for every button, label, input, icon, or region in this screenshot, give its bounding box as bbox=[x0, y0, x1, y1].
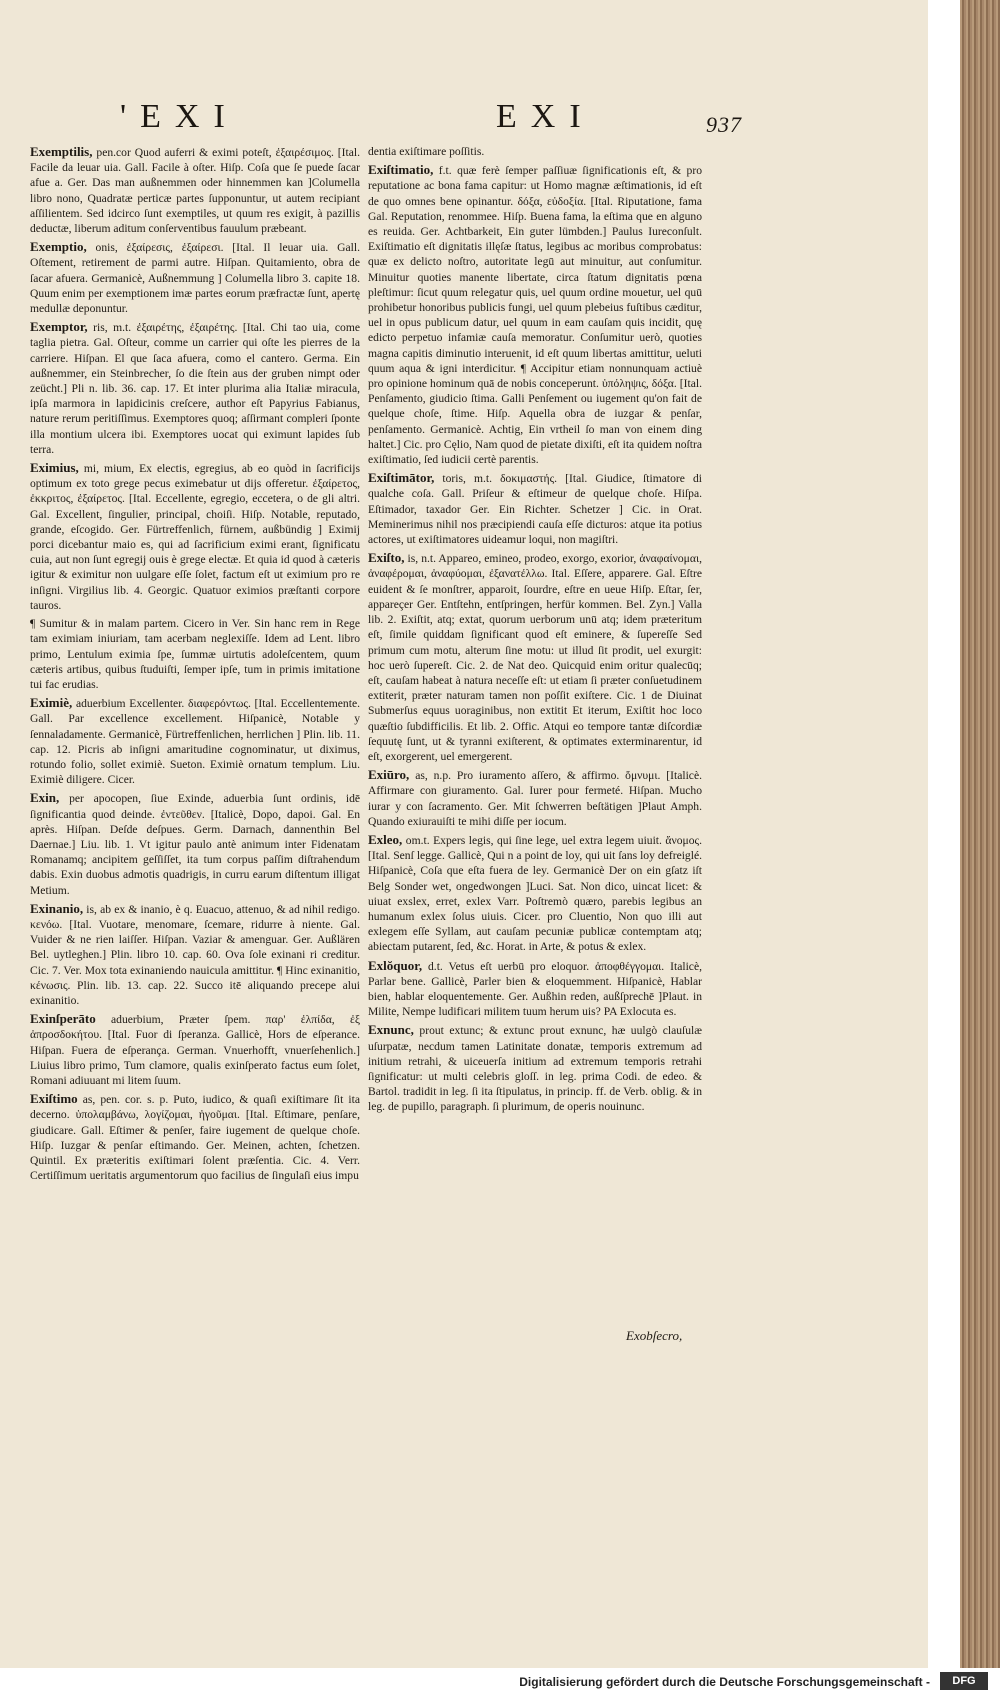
book-edge bbox=[960, 0, 1000, 1668]
dictionary-entry bbox=[30, 790, 360, 897]
entry-headword: Exemptio, bbox=[30, 239, 87, 255]
page-number: 937 bbox=[706, 112, 742, 137]
entry-headword: Exnunc, bbox=[368, 1022, 414, 1038]
dictionary-entry bbox=[368, 470, 702, 547]
entry-headword: Exlŏquor, bbox=[368, 957, 423, 973]
entry-headword: Exiſtimatio, bbox=[368, 162, 434, 178]
dictionary-entry bbox=[30, 1011, 360, 1088]
entry-text: as, pen. cor. s. p. Puto, iudico, & quaſi exiſtimare ſit ita decerno. ὑπολαμβάνω, λογίζομαι, ἡγοῦμαι. [Ital. Eſtimare, penſare, giudicare. Gall. Eſtimer & penſer, faire iugement de quelque choſe. Hiſp. Iuzgar & penſar eſtimando. Ger. Meinen, achten, ſchetzen. Quintil. Ex præteritis exiſtimari ſolent præſentia. Cic. 4. Verr. Certiſſimum ueritatis argumentorum quo facilius de ſingulaſi eius impu bbox=[30, 1093, 360, 1183]
dictionary-entry bbox=[30, 1091, 360, 1183]
entry-headword: Exemptilis, bbox=[30, 144, 93, 159]
entry-headword: Exin, bbox=[30, 790, 60, 806]
entry-text: as, n.p. Pro iuramento aſſero, & affirmo. ὄμνυμι. [Italicè. Affirmare con giuramento. Gal. Iurer pour fermeté. Hiſpan. Mucho iurar y con ſacramento. Ger. Mit ſchwerren beſtätigen ]Plaut Amph. Quando exiurauiſti te mihi diſſe per iocum. bbox=[368, 769, 702, 828]
dictionary-entry bbox=[30, 239, 360, 316]
dictionary-entry bbox=[30, 616, 360, 692]
running-header bbox=[0, 98, 928, 138]
dictionary-entry bbox=[30, 319, 360, 457]
entry-text: is, ab ex & inanio, è q. Euacuo, attenuo, & ad nihil redigo. κενόω. [Ital. Vuotare, menomare, ſcemare, ridurre à niente. Gal. Vuider & ne rien laiſſer. Hiſpan. Vaziar & amenguar. Ger. Außlären Bel. uytleghen.] Plin. libro 10. cap. 60. Ova ſole exinani ri creditur. Cic. 7. Ver. Mox tota exinaniendo nauicula amittitur. ¶ Hinc exinanitio, κένωσις. Plin. lib. 13. cap. 22. Succo itē aliquando precepe alui exinanitio. bbox=[30, 902, 360, 1007]
dictionary-entry bbox=[368, 144, 702, 159]
entry-headword: Exiſtimo bbox=[30, 1091, 78, 1107]
right-text-column bbox=[368, 144, 702, 1118]
entry-text: onis, ἐξαίρεσις, ἐξαίρεσι. [Ital. Il leuar uia. Gall. Oſtement, retirement de parmi autre. Hiſpan. Quitamiento, obra de ſacar afuera. Germanicè, Außnemmung ] Columella libro 3. capite 18. Quum enim per exemptionem imæ partes eorum præfractæ ſunt, apertę medullæ deponuntur. bbox=[30, 241, 360, 316]
entry-text: d.t. Vetus eſt uerbū pro eloquor. ἀποφθέγγομαι. Italicè, Parlar bene. Gallicè, Parler bien & eloquemment. Hiſpanicè, Hablar bien, hablar eloquentemente. Ger. Außhin reden, außſprechē ]Plaut. in Milite, Nempe ludificari militem tuum herum uis? PA Exlocuta es. bbox=[368, 959, 702, 1019]
entry-text: f.t. quæ ferè ſemper paſſiuæ ſignificationis eſt, & pro reputatione ac bona fama capitur: ut Homo magnæ æſtimationis, id eſt de quo omnes bene opinantur. δόξα, εὐδοξία. [Ital. Riputatione, fama Gal. Reputation, renommee. Hiſp. Buena fama, la eſtima que en alguno es reuida. Ger. Achtbarkeit, Ein guter lümbden.] Paulus Iureconſult. Exiſtimatio eſt dignitatis illęſæ ſtatus, legibus ac moribus comprobatus: quæ ex delicto noſtro, autoritate legū aut minuitur, aut conſumitur. Minuitur quoties manente libertate, circa ſtatum dignitatis pœna pleſtimur: ſicut quum relegatur quis, uel quum ordine mouetur, uel quū prohibetur honoribus publicis fungi, uel quum plebeius fuſtibus cæditur, uel in opus publicum datur, uel quum in eam cauſam quis incidit, quę edicto perpetuo infamiæ cauſa memoratur. Conſumitur uerò, quoties magna capitis diminutio interuenit, id eſt quum libertas amittitur, ueluti quum aqua & igni interdicitur. ¶ Accipitur etiam nonnunquam actiuè pro opinione hominum quā de nobis conceperunt. ὑπόληψις, δόξα. [Ital. Penſamento, giudicio ſtima. Galli Penſement ou iugement qu'on fait de quelque choſe, ſtime. Hiſp. Aquella obra de iuzgar & penſar, penſamento. Germanicè. Achtig, Ein vrtheil ſo man von einem ding haltet.] Cic. pro Cęlio, Nam quod de pietate dixiſti, eſt ita quidem noſtra exiſtimatio, ſed iudicii certè parentis. bbox=[368, 164, 702, 467]
entry-text: ¶ Sumitur & in malam partem. Cicero in Ver. Sin hanc rem in Rege tam eximiam iniuriam, tam acerbam neglexiſſe. Idem ad Lent. libro primo, Lentulum eximia ſpe, ſummæ uirtutis adoleſcentem, quum cæteris artibus, quibus ſtuduiſti, ſemper ipſe, tum in primis imitatione tui fac erudias. bbox=[30, 617, 360, 691]
catchword: Exobſecro, bbox=[626, 1328, 683, 1343]
entry-text: dentia exiſtimare poſſitis. bbox=[368, 145, 485, 158]
dictionary-entry bbox=[368, 767, 702, 829]
entry-text: aduerbium Excellenter. διαφερόντως. [Ital. Eccellentemente. Gall. Par excellence excellement. Hiſpanicè, Notable y ſennaladamente. Germanicè, Fürtreffenlichen, herrlichen ] Plin. lib. 11. cap. 12. Picris ab inſigni amaritudine cognominatur, ut diximus, rotundo folio, sollet eximiè. Sueton. Eximiè ornatum templum. Liu. Eximiè diligere. Cicer. bbox=[30, 697, 360, 787]
entry-text: ris, m.t. ἐξαιρέτης, ἐξαιρέτης. [Ital. Chi tao uia, come taglia pietra. Gal. Oſteur, comme un carrier qui oſte les pierres de la carriere. Hiſpan. El que ſaca afuera, como el cantero. Germa. Ein außnemmer, ein Steinbrecher, ſo die ſtein aus der gruben nimpt oder zeücht.] Pli n. lib. 36. cap. 17. Et inter plurima alia Italiæ miracula, ipſa marmora in lapidicinis creſcere, author eſt Papyrius Fabianus, nature rerum peritiſſimus. Exemptores quoq; aſſirmant compleri ſponte illa montium ulcera ibi. Exemptores uocat qui eximunt lapides ſub terra. bbox=[30, 321, 360, 456]
dictionary-entry bbox=[368, 550, 702, 764]
dictionary-entry bbox=[368, 162, 702, 467]
entry-headword: Exiſto, bbox=[368, 550, 405, 566]
entry-text: mi, mium, Ex electis, egregius, ab eo quòd in ſacrificijs optimum ex toto grege pecus eximebatur ut dijs offeretur. ἐξαίρετος, ἐκκριτος, ἐξαίρετος. [Ital. Eccellente, egregio, eccetera, o de gli altri. Gal. Excellent, ſingulier, principal, choiſi. Hiſp. Notable, reputado, grande, eſcogido. Ger. Fürtreffenlich, fürnem, außbündig ] Eximij porci dicebantur maio es, qui ad ſacrificium eximi erant, ſignificatu cuia, aut non ſunt egregij ouis è grege electæ. Et quia id quod à cæteris igitur & eximitur non uulgare eſſe ſolet, factum eſt ut eximium pro re inſigni. Virgilius lib. 4. Georgic. Quatuor eximios præſtanti corpore tauros. bbox=[30, 462, 360, 612]
entry-headword: Exiūro, bbox=[368, 767, 410, 783]
entry-text: pen.cor Quod auferri & eximi poteſt, ἐξαιρέσιμος. [Ital. Facile da leuar uia. Gall. Facile à oſter. Hiſp. Coſa que ſe puede ſacar afue a. Ger. Das man außnemmen oder hinnemmen kan ]Columella libro nono, Quadratæ perticæ partes ſupponuntur, ut autem recipiant aſſilientem. Sed idcirco ſunt exemptiles, ut quum res exigit, à pazillis deductæ, liberum aditum conſerventibus fauulum præbeant. bbox=[30, 146, 360, 236]
header-right-title: EXI bbox=[496, 98, 595, 135]
footer-bar bbox=[0, 1668, 1000, 1696]
entry-text: om.t. Expers legis, qui ſine lege, uel extra legem uiuit. ἄνομος. [Ital. Senſ legge. Gallicè, Qui n a point de loy, qui uit ſans loy defreiglé. Hiſpanicè, Coſa que eſta fuera de ley. Germanicè Der on ein gſatz iſt Belg Sonder wet, ongedwongen ]Luci. Sat. Non dico, uincat licet: & uiuat exslex, erret, exlex Varr. Poſtremò quæro, parebis legibus an humanum exlex ſolus uiuis. Cicer. pro Cluentio, Non quo illi aut exlegem eſſe Syllam, aut cauſam pecuniæ publicæ contemptam atq; abiectam putarent, ſed, &c. Horat. in Arte, & potus & exlex. bbox=[368, 833, 702, 954]
entry-text: aduerbium, Præter ſpem. παρ' ἐλπίδα, ἐξ ἀπροσδοκήτου. [Ital. Fuor di ſperanza. Gallicè, Hors de eſperance. Hiſpan. Fuera de eſperança. German. Vnuerhofft, vnuerſehenlich.] Liuius libro primo, Tum clamore, qualis exinſperato factus eum ſolet, Romani adiuuant mi litem ſuum. bbox=[30, 1013, 360, 1087]
dictionary-entry bbox=[30, 460, 360, 613]
header-left-title: 'EXI bbox=[120, 98, 239, 135]
dictionary-entry bbox=[368, 958, 702, 1020]
entry-text: is, n.t. Appareo, emineo, prodeo, exorgo, exorior, ἀναφαίνομαι, ἀναφέρομαι, ἀναφύομαι, ἐξανατέλλω. Ital. Eſſere, apparere. Gal. Eſtre euident & ſe monſtrer, apparoit, ſourdre, eſtre en ueue Hiſp. Eſtar, ſer, appareçer Ger. Entſtehn, entſpringen, herfür kommen. Bel. Zyn.] Valla lib. 2. Exiſtit, atq; extat, quorum uerborum unū atq; idem præteritum eſt, ſimile quiddam ſignificant quod eſt eminere, & ſupereſſe Sed primum cum motu, alterum ſine motu: ut illud ſit prodit, uel exurgit: hoc uerò ſupereſt. Cic. 2. de Nat deo. Quicquid enim oritur qualecūq; eſt, cauſam habeat à natura neceſſe eſt: ut etiam ſi præter conſuetudinem extiterit, præter naturam tamen non poſſit exiſtere. Cic. 1 de Diuinat Submerſus equus uoraginibus, non extitit Et iterum, Exiſtit hoc loco quæſtio ſubdifficilis. Et lib. 2. Offic. Atqui eo tempore tantæ diſcordiæ ſequutę ſunt, ut & tyranni exiſterent, & optimates exterminarentur, id eſt, exorgerent, uel emergerent. bbox=[368, 552, 702, 763]
dictionary-entry bbox=[30, 901, 360, 1008]
dictionary-entry bbox=[30, 695, 360, 787]
dictionary-entry bbox=[368, 1022, 702, 1114]
dictionary-entry bbox=[30, 144, 360, 236]
entry-headword: Eximiè, bbox=[30, 695, 73, 711]
dfg-logo: DFG bbox=[940, 1672, 988, 1690]
entry-headword: Exinſperāto bbox=[30, 1011, 96, 1027]
entry-headword: Eximius, bbox=[30, 460, 79, 476]
footer-credit: Digitalisierung gefördert durch die Deutsche Forschungsgemeinschaft - bbox=[519, 1675, 930, 1689]
entry-headword: Exiſtimātor, bbox=[368, 470, 435, 486]
left-text-column bbox=[30, 144, 360, 1186]
entry-headword: Exinanio, bbox=[30, 900, 84, 916]
entry-text: per apocopen, ſiue Exinde, aduerbia ſunt ordinis, idē ſignificantia quod deinde. ἐντεῦθεν. [Italicè, Dopo, dapoi. Gal. En après. Hiſpan. Deſde deſpues. Germ. Darnach, dannenthin Bel Daernae.] Liu. lib. 1. Vt igitur paulo antè animum inter Fidenatam Romanamq; ancipitem geſſiſſet, ita tum corpus paſſim diſtrahendum dabis. Exin duobus admotis quadrigis, in curru earum diſtentum illigat Metium. bbox=[30, 792, 361, 897]
entry-text: toris, m.t. δοκιμαστής. [Ital. Giudice, ſtimatore di qualche coſa. Gall. Priſeur & eſtimeur de quelque choſe. Hiſpa. Eſtimador, taxador Ger. Ein Richter. Schetzer ] Cic. in Orat. Meminerimus nihil nos præcipiendi cauſa eſſe dicturos: atque ita potius actores, ut exiſtimatores uideamur loqui, non magiſtri. bbox=[368, 472, 702, 547]
entry-text: prout extunc; & extunc prout exnunc, hæ uulgò clauſulæ uſurpatæ, necdum tamen Latinitate donatæ, temporis extremum ad initium retrahi, & uiceuerſa initium ad extremum temporis retrahi ſignificatur: ut multi celebris gloſſ. in leg. prima Codi. de edeo. & Bartol. tradidit in leg. ſi ita ſtipulatus, in princip. ff. de Verb. oblig. & in leg. de pupillo, paragraph. ſi plurimum, de operis nouinunc. bbox=[368, 1024, 703, 1114]
dictionary-entry bbox=[368, 832, 702, 955]
entry-headword: Exemptor, bbox=[30, 319, 88, 335]
entry-headword: Exleo, bbox=[368, 831, 403, 847]
